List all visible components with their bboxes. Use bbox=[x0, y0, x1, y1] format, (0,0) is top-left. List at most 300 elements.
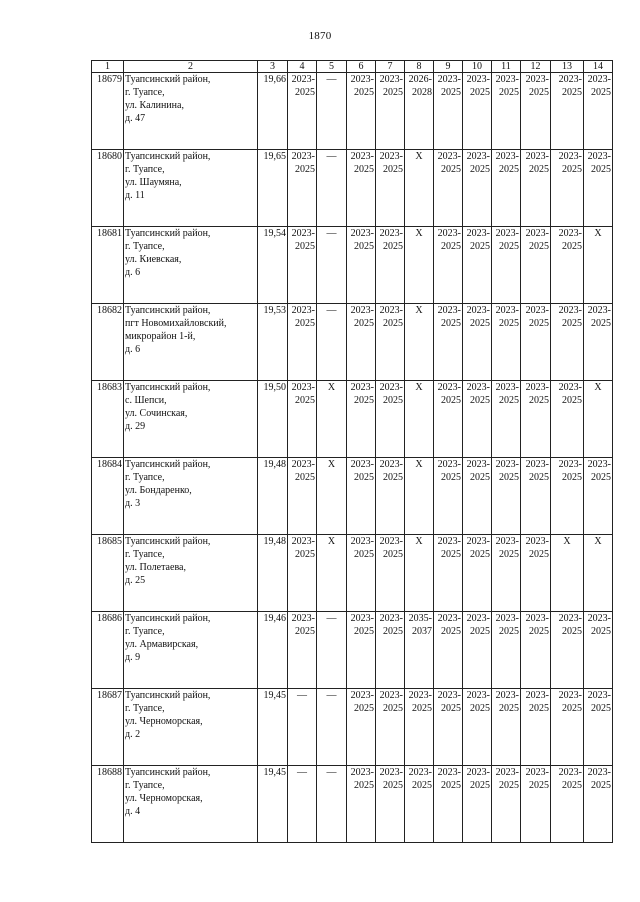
column-header-13: 13 bbox=[551, 61, 584, 73]
column-header-6: 6 bbox=[347, 61, 376, 73]
period-part: 2025 bbox=[529, 703, 549, 714]
not-applicable-mark: X bbox=[317, 458, 347, 535]
period-part: 2023- bbox=[379, 613, 403, 624]
address-line: д. 3 bbox=[125, 498, 141, 509]
period-part: 2023- bbox=[437, 228, 461, 239]
period-cell bbox=[521, 689, 551, 766]
period-part: 2023- bbox=[350, 74, 374, 85]
address-line: Туапсинский район, bbox=[125, 228, 211, 239]
period-part: 2023- bbox=[437, 459, 461, 470]
period-part: 2023- bbox=[466, 459, 490, 470]
period-part: 2025 bbox=[499, 626, 519, 637]
period-part: 2023- bbox=[379, 305, 403, 316]
period-part: 2025 bbox=[591, 318, 611, 329]
period-cell bbox=[584, 304, 613, 381]
period-cell bbox=[288, 381, 317, 458]
period-part: 2025 bbox=[529, 780, 549, 791]
period-cell bbox=[347, 381, 376, 458]
record-number: 18681 bbox=[92, 227, 124, 304]
period-part: 2023- bbox=[350, 151, 374, 162]
period-part: 2023- bbox=[437, 151, 461, 162]
address-line: ул. Бондаренко, bbox=[125, 485, 192, 496]
period-part: 2023- bbox=[495, 459, 519, 470]
period-part: 2023- bbox=[350, 382, 374, 393]
period-part: 2025 bbox=[383, 164, 403, 175]
address-line: д. 9 bbox=[125, 652, 141, 663]
not-applicable-mark: X bbox=[405, 535, 434, 612]
period-part: 2025 bbox=[591, 87, 611, 98]
period-cell bbox=[521, 381, 551, 458]
address-line: Туапсинский район, bbox=[125, 767, 211, 778]
address-cell bbox=[124, 766, 258, 843]
period-part: 2023- bbox=[525, 74, 549, 85]
period-part: 2023- bbox=[525, 767, 549, 778]
period-cell bbox=[551, 150, 584, 227]
period-part: 2026- bbox=[408, 74, 432, 85]
period-cell bbox=[463, 381, 492, 458]
period-cell bbox=[288, 535, 317, 612]
value-cell: 19,48 bbox=[258, 458, 288, 535]
period-cell bbox=[521, 227, 551, 304]
period-part: 2023- bbox=[437, 767, 461, 778]
period-cell bbox=[347, 304, 376, 381]
period-part: 2025 bbox=[591, 164, 611, 175]
period-part: 2023- bbox=[495, 767, 519, 778]
table-row bbox=[92, 766, 613, 843]
period-part: 2023- bbox=[379, 459, 403, 470]
record-number: 18685 bbox=[92, 535, 124, 612]
address-line: г. Туапсе, bbox=[125, 87, 165, 98]
period-part: 2023- bbox=[379, 228, 403, 239]
period-part: 2023- bbox=[466, 228, 490, 239]
period-part: 2023- bbox=[495, 536, 519, 547]
period-part: 2025 bbox=[354, 395, 374, 406]
column-header-8: 8 bbox=[405, 61, 434, 73]
period-part: 2025 bbox=[562, 87, 582, 98]
period-part: 2023- bbox=[437, 536, 461, 547]
period-cell bbox=[463, 612, 492, 689]
record-number: 18686 bbox=[92, 612, 124, 689]
period-cell bbox=[584, 458, 613, 535]
period-part: 2023- bbox=[291, 536, 315, 547]
period-cell bbox=[492, 766, 521, 843]
period-part: 2023- bbox=[495, 305, 519, 316]
period-part: 2023- bbox=[525, 536, 549, 547]
address-cell bbox=[124, 535, 258, 612]
period-part: 2023- bbox=[291, 382, 315, 393]
period-cell bbox=[347, 73, 376, 150]
period-part: 2023- bbox=[587, 459, 611, 470]
period-cell bbox=[492, 612, 521, 689]
period-cell bbox=[434, 535, 463, 612]
period-cell bbox=[434, 381, 463, 458]
page-number: 1870 bbox=[308, 30, 332, 42]
record-number: 18680 bbox=[92, 150, 124, 227]
period-part: 2025 bbox=[470, 780, 490, 791]
period-part: 2023- bbox=[525, 305, 549, 316]
period-part: 2025 bbox=[354, 626, 374, 637]
not-applicable-mark: X bbox=[584, 381, 613, 458]
period-part: 2025 bbox=[441, 164, 461, 175]
period-part: 2025 bbox=[470, 472, 490, 483]
table-row bbox=[92, 227, 613, 304]
column-header-5: 5 bbox=[317, 61, 347, 73]
period-part: 2023- bbox=[350, 228, 374, 239]
period-cell bbox=[347, 227, 376, 304]
period-part: 2025 bbox=[383, 318, 403, 329]
period-part: 2023- bbox=[587, 690, 611, 701]
address-line: Туапсинский район, bbox=[125, 690, 211, 701]
address-line: ул. Черноморская, bbox=[125, 793, 203, 804]
period-part: 2025 bbox=[354, 318, 374, 329]
period-part: 2023- bbox=[379, 690, 403, 701]
not-applicable-mark: X bbox=[405, 304, 434, 381]
period-cell bbox=[376, 612, 405, 689]
period-cell bbox=[521, 535, 551, 612]
address-cell bbox=[124, 227, 258, 304]
period-part: 2025 bbox=[354, 87, 374, 98]
period-part: 2023- bbox=[495, 690, 519, 701]
period-part: 2023- bbox=[437, 613, 461, 624]
period-cell bbox=[463, 689, 492, 766]
dash-mark: — bbox=[317, 689, 347, 766]
period-cell bbox=[405, 689, 434, 766]
address-cell bbox=[124, 612, 258, 689]
value-cell: 19,54 bbox=[258, 227, 288, 304]
period-part: 2023- bbox=[379, 382, 403, 393]
period-part: 2023- bbox=[495, 613, 519, 624]
period-part: 2023- bbox=[466, 690, 490, 701]
period-part: 2025 bbox=[591, 626, 611, 637]
address-line: ул. Сочинская, bbox=[125, 408, 188, 419]
period-cell bbox=[405, 766, 434, 843]
period-part: 2025 bbox=[295, 472, 315, 483]
table-row bbox=[92, 689, 613, 766]
period-cell bbox=[347, 535, 376, 612]
period-part: 2025 bbox=[412, 703, 432, 714]
registry-table bbox=[91, 60, 613, 843]
dash-mark: — bbox=[288, 689, 317, 766]
address-cell bbox=[124, 304, 258, 381]
value-cell: 19,66 bbox=[258, 73, 288, 150]
dash-mark: — bbox=[288, 766, 317, 843]
address-cell bbox=[124, 381, 258, 458]
period-part: 2023- bbox=[291, 228, 315, 239]
period-part: 2025 bbox=[383, 87, 403, 98]
period-part: 2025 bbox=[529, 164, 549, 175]
period-cell bbox=[463, 766, 492, 843]
period-cell bbox=[492, 381, 521, 458]
period-cell bbox=[551, 458, 584, 535]
period-part: 2023- bbox=[291, 613, 315, 624]
period-cell bbox=[288, 227, 317, 304]
period-part: 2023- bbox=[558, 382, 582, 393]
period-part: 2025 bbox=[529, 87, 549, 98]
period-part: 2023- bbox=[350, 613, 374, 624]
period-part: 2023- bbox=[558, 228, 582, 239]
period-part: 2025 bbox=[499, 549, 519, 560]
not-applicable-mark: X bbox=[584, 227, 613, 304]
period-part: 2023- bbox=[466, 382, 490, 393]
period-cell bbox=[434, 304, 463, 381]
period-part: 2023- bbox=[525, 459, 549, 470]
column-header-7: 7 bbox=[376, 61, 405, 73]
column-header-10: 10 bbox=[463, 61, 492, 73]
period-part: 2023- bbox=[437, 305, 461, 316]
period-cell bbox=[347, 458, 376, 535]
period-part: 2023- bbox=[466, 613, 490, 624]
dash-mark: — bbox=[317, 73, 347, 150]
table-row bbox=[92, 150, 613, 227]
period-part: 2025 bbox=[354, 164, 374, 175]
period-part: 2025 bbox=[470, 626, 490, 637]
period-part: 2025 bbox=[441, 87, 461, 98]
period-cell bbox=[463, 535, 492, 612]
period-cell bbox=[376, 458, 405, 535]
period-cell bbox=[434, 612, 463, 689]
period-cell bbox=[492, 150, 521, 227]
address-line: д. 11 bbox=[125, 190, 145, 201]
period-part: 2025 bbox=[529, 395, 549, 406]
period-part: 2025 bbox=[295, 626, 315, 637]
period-part: 2025 bbox=[562, 626, 582, 637]
period-cell bbox=[347, 150, 376, 227]
period-cell bbox=[492, 73, 521, 150]
period-part: 2025 bbox=[354, 703, 374, 714]
period-part: 2023- bbox=[495, 382, 519, 393]
period-cell bbox=[434, 766, 463, 843]
address-line: ул. Калинина, bbox=[125, 100, 184, 111]
address-cell bbox=[124, 458, 258, 535]
address-line: г. Туапсе, bbox=[125, 549, 165, 560]
period-part: 2025 bbox=[470, 164, 490, 175]
address-line: ул. Шаумяна, bbox=[125, 177, 182, 188]
period-cell bbox=[463, 304, 492, 381]
period-cell bbox=[376, 766, 405, 843]
period-part: 2023- bbox=[466, 767, 490, 778]
period-cell bbox=[521, 304, 551, 381]
not-applicable-mark: X bbox=[317, 381, 347, 458]
period-part: 2023- bbox=[558, 690, 582, 701]
address-line: Туапсинский район, bbox=[125, 613, 211, 624]
period-cell bbox=[288, 458, 317, 535]
column-header-4: 4 bbox=[288, 61, 317, 73]
period-part: 2023- bbox=[495, 74, 519, 85]
period-cell bbox=[376, 73, 405, 150]
address-line: д. 47 bbox=[125, 113, 146, 124]
period-part: 2023- bbox=[558, 151, 582, 162]
period-part: 2025 bbox=[499, 241, 519, 252]
period-cell bbox=[376, 304, 405, 381]
address-line: Туапсинский район, bbox=[125, 305, 211, 316]
address-line: д. 4 bbox=[125, 806, 141, 817]
address-line: Туапсинский район, bbox=[125, 459, 211, 470]
table-row bbox=[92, 535, 613, 612]
period-part: 2023- bbox=[525, 228, 549, 239]
period-cell bbox=[288, 612, 317, 689]
period-cell bbox=[551, 612, 584, 689]
period-cell bbox=[376, 227, 405, 304]
period-cell bbox=[551, 304, 584, 381]
period-part: 2023- bbox=[291, 74, 315, 85]
not-applicable-mark: X bbox=[405, 458, 434, 535]
value-cell: 19,50 bbox=[258, 381, 288, 458]
period-part: 2023- bbox=[558, 613, 582, 624]
period-part: 2025 bbox=[441, 395, 461, 406]
period-part: 2025 bbox=[562, 164, 582, 175]
period-cell bbox=[551, 766, 584, 843]
period-part: 2025 bbox=[529, 241, 549, 252]
period-part: 2023- bbox=[408, 767, 432, 778]
period-part: 2023- bbox=[558, 74, 582, 85]
period-cell bbox=[584, 612, 613, 689]
column-header-9: 9 bbox=[434, 61, 463, 73]
period-part: 2023- bbox=[558, 305, 582, 316]
period-part: 2025 bbox=[441, 318, 461, 329]
dash-mark: — bbox=[317, 766, 347, 843]
record-number: 18679 bbox=[92, 73, 124, 150]
period-part: 2025 bbox=[295, 549, 315, 560]
period-part: 2023- bbox=[291, 305, 315, 316]
value-cell: 19,45 bbox=[258, 766, 288, 843]
period-part: 2025 bbox=[441, 241, 461, 252]
address-line: микрорайон 1-й, bbox=[125, 331, 196, 342]
period-part: 2023- bbox=[379, 767, 403, 778]
value-cell: 19,45 bbox=[258, 689, 288, 766]
period-part: 2025 bbox=[295, 87, 315, 98]
address-cell bbox=[124, 689, 258, 766]
address-line: Туапсинский район, bbox=[125, 536, 211, 547]
period-cell bbox=[492, 227, 521, 304]
address-cell bbox=[124, 150, 258, 227]
address-line: г. Туапсе, bbox=[125, 164, 165, 175]
dash-mark: — bbox=[317, 150, 347, 227]
period-part: 2025 bbox=[499, 395, 519, 406]
period-part: 2025 bbox=[470, 395, 490, 406]
period-cell bbox=[551, 689, 584, 766]
period-part: 2025 bbox=[383, 472, 403, 483]
period-part: 2025 bbox=[562, 703, 582, 714]
period-part: 2025 bbox=[499, 318, 519, 329]
period-cell bbox=[584, 766, 613, 843]
period-part: 2025 bbox=[441, 703, 461, 714]
address-line: ул. Полетаева, bbox=[125, 562, 186, 573]
period-part: 2025 bbox=[591, 780, 611, 791]
period-cell bbox=[434, 227, 463, 304]
address-line: г. Туапсе, bbox=[125, 241, 165, 252]
period-cell bbox=[584, 689, 613, 766]
period-cell bbox=[521, 612, 551, 689]
table-row bbox=[92, 73, 613, 150]
period-part: 2025 bbox=[499, 472, 519, 483]
period-part: 2023- bbox=[437, 690, 461, 701]
table-row bbox=[92, 381, 613, 458]
period-cell bbox=[521, 766, 551, 843]
column-header-14: 14 bbox=[584, 61, 613, 73]
period-part: 2023- bbox=[350, 459, 374, 470]
not-applicable-mark: X bbox=[584, 535, 613, 612]
period-part: 2025 bbox=[499, 164, 519, 175]
period-cell bbox=[376, 150, 405, 227]
period-part: 2023- bbox=[379, 151, 403, 162]
period-cell bbox=[521, 73, 551, 150]
record-number: 18688 bbox=[92, 766, 124, 843]
column-header-2: 2 bbox=[124, 61, 258, 73]
address-line: д. 29 bbox=[125, 421, 146, 432]
not-applicable-mark: X bbox=[405, 227, 434, 304]
period-part: 2025 bbox=[529, 472, 549, 483]
header-row bbox=[92, 61, 613, 73]
period-part: 2023- bbox=[408, 690, 432, 701]
period-part: 2023- bbox=[350, 305, 374, 316]
column-header-11: 11 bbox=[492, 61, 521, 73]
period-part: 2025 bbox=[383, 241, 403, 252]
period-part: 2025 bbox=[295, 318, 315, 329]
address-line: с. Шепси, bbox=[125, 395, 167, 406]
record-number: 18687 bbox=[92, 689, 124, 766]
column-header-12: 12 bbox=[521, 61, 551, 73]
period-part: 2023- bbox=[466, 74, 490, 85]
record-number: 18684 bbox=[92, 458, 124, 535]
address-line: ул. Киевская, bbox=[125, 254, 182, 265]
period-cell bbox=[405, 612, 434, 689]
period-cell bbox=[463, 150, 492, 227]
period-part: 2025 bbox=[529, 318, 549, 329]
period-part: 2025 bbox=[529, 549, 549, 560]
period-part: 2025 bbox=[383, 703, 403, 714]
address-line: ул. Армавирская, bbox=[125, 639, 199, 650]
address-line: г. Туапсе, bbox=[125, 626, 165, 637]
dash-mark: — bbox=[317, 612, 347, 689]
period-part: 2028 bbox=[412, 87, 432, 98]
period-part: 2023- bbox=[350, 536, 374, 547]
period-part: 2025 bbox=[562, 472, 582, 483]
value-cell: 19,48 bbox=[258, 535, 288, 612]
table-body bbox=[92, 73, 613, 843]
period-part: 2025 bbox=[470, 703, 490, 714]
period-part: 2023- bbox=[466, 536, 490, 547]
period-cell bbox=[376, 381, 405, 458]
period-cell bbox=[288, 304, 317, 381]
period-cell bbox=[492, 689, 521, 766]
address-line: д. 6 bbox=[125, 267, 141, 278]
period-cell bbox=[463, 458, 492, 535]
period-part: 2025 bbox=[354, 241, 374, 252]
period-part: 2023- bbox=[587, 74, 611, 85]
value-cell: 19,53 bbox=[258, 304, 288, 381]
period-part: 2023- bbox=[291, 459, 315, 470]
table-row bbox=[92, 458, 613, 535]
period-part: 2023- bbox=[525, 382, 549, 393]
period-part: 2025 bbox=[441, 549, 461, 560]
period-cell bbox=[347, 766, 376, 843]
period-part: 2025 bbox=[441, 626, 461, 637]
period-part: 2025 bbox=[470, 241, 490, 252]
address-cell bbox=[124, 73, 258, 150]
period-cell bbox=[376, 535, 405, 612]
period-part: 2025 bbox=[441, 780, 461, 791]
period-part: 2025 bbox=[562, 241, 582, 252]
period-part: 2023- bbox=[291, 151, 315, 162]
not-applicable-mark: X bbox=[405, 150, 434, 227]
period-part: 2025 bbox=[499, 703, 519, 714]
column-header-3: 3 bbox=[258, 61, 288, 73]
dash-mark: — bbox=[317, 227, 347, 304]
period-cell bbox=[405, 73, 434, 150]
table-header bbox=[92, 61, 613, 73]
period-part: 2023- bbox=[437, 382, 461, 393]
period-part: 2025 bbox=[470, 318, 490, 329]
